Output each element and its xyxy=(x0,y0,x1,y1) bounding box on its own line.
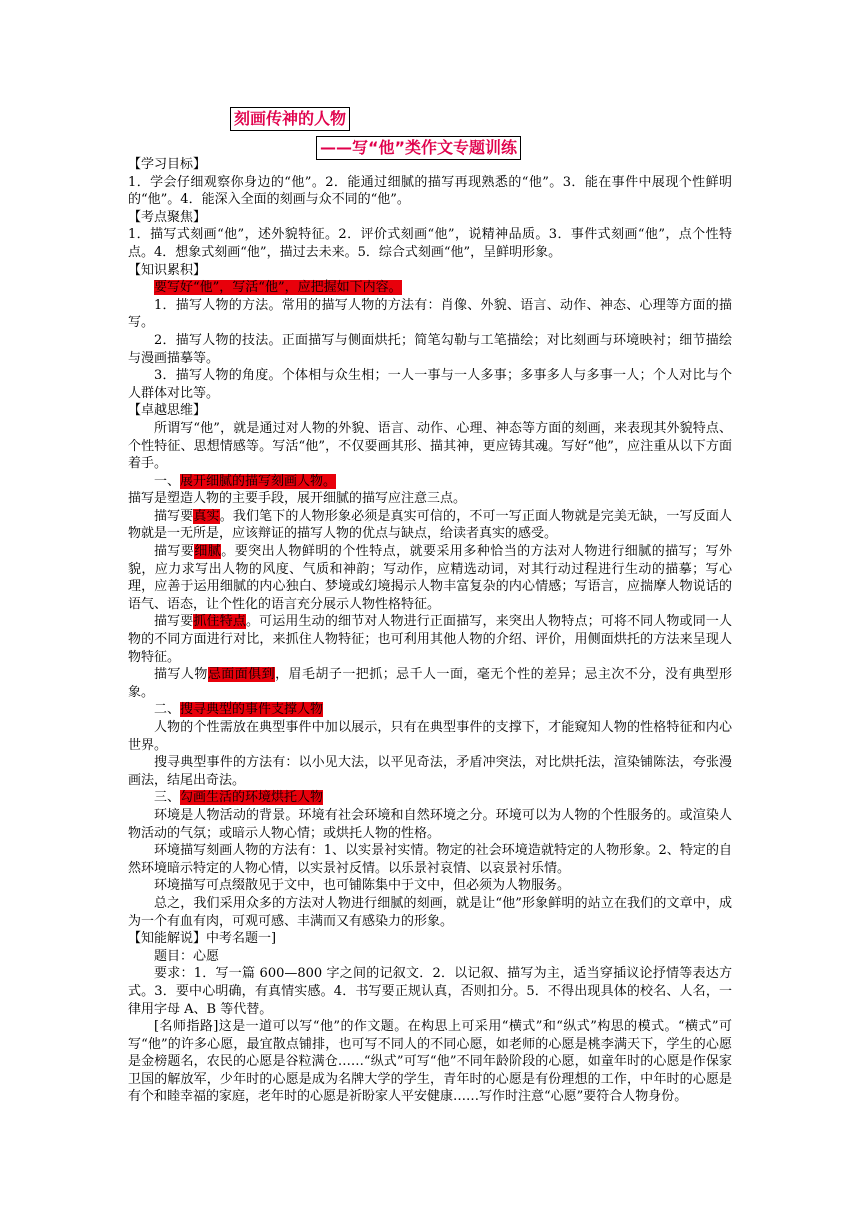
inline-text: 描写要 xyxy=(154,614,194,630)
point-heading xyxy=(128,473,732,491)
highlight-text: 要写好“他”，写活“他”，应把握如下内容。 xyxy=(154,280,402,296)
paragraph: 描写是塑造人物的主要手段，展开细腻的描写应注意三点。 xyxy=(128,491,467,507)
point-number: 一、 xyxy=(154,473,181,489)
thinking-intro: 所谓写“他”，就是通过对人物的外貌、语言、动作、心理、神态等方面的刻画，来表现其外貌特点、个性特征、思想情感等。写活“他”，不仅要画其形、描其神，更应铸其魂。写好“他”，应注重从以下方面着手。 xyxy=(128,420,732,472)
section-heading-exam: 【知能解说】中考名题一] xyxy=(128,931,277,947)
inline-text: 。可运用生动的细节对人物进行正面描写，来突出人物特点；可将不同人物或同一人物的不同方面进行对比，来抓住人物特征；也可利用其他人物的介绍、评价，用侧面烘托的方法来呈现人物特征。 xyxy=(128,614,732,665)
knowledge-item: 1．描写人物的方法。常用的描写人物的方法有：肖像、外貌、语言、动作、神态、心理等方面的描写。 xyxy=(128,297,732,331)
paragraph xyxy=(128,666,732,701)
section-heading-goals: 【学习目标】 xyxy=(128,157,207,172)
highlight-text: 细腻 xyxy=(194,544,222,560)
paragraph: 环境是人物活动的背景。环境有社会环境和自然环境之分。环境可以为人物的个性服务的。或渲染人物活动的气氛；或暗示人物心情；或烘托人物的性格。 xyxy=(128,807,732,841)
section-heading-focus: 【考点聚焦】 xyxy=(128,209,207,225)
paragraph xyxy=(128,543,732,613)
knowledge-item: 2．描写人物的技法。正面描写与侧面烘托；简笔勾勒与工笔描绘；对比刻画与环境映衬；细节描绘与漫画描摹等。 xyxy=(128,332,732,366)
document-body xyxy=(128,156,732,1106)
inline-text: 描写要 xyxy=(154,508,194,524)
main-title: 刻画传神的人物 xyxy=(230,107,350,131)
inline-text: 。我们笔下的人物形象必须是真实可信的，不可一写正面人物就是完美无缺，一写反面人物就是一无所是，应该辩证的描写人物的优点与缺点，给读者真实的感受。 xyxy=(128,508,732,542)
paragraph xyxy=(128,508,732,543)
exam-tip: [名师指路]这是一道可以写“他”的作文题。在构思上可采用“横式”和“纵式”构思的模式。“横式”可写“他”的许多心愿，最宜散点铺排，也可写不同人的不同心愿，如老师的心愿是桃李满天下，学生的心愿是金榜题名，农民的心愿是谷粒满仓……“纵式”可写“他”不同年龄阶段的心愿，如童年时的心愿是作保家卫国的解放军，少年时的心愿是成为名牌大学的学生，青年时的心愿是有份理想的工作，中年时的心愿是有个和睦幸福的家庭，老年时的心愿是祈盼家人平安健康……写作时注意“心愿”要符合人物身份。 xyxy=(128,1019,732,1105)
paragraph: 搜寻典型事件的方法有：以小见大法，以平见奇法，矛盾冲突法，对比烘托法，渲染铺陈法，夸张漫画法，结尾出奇法。 xyxy=(128,755,732,788)
exam-requirements: 要求：1．写一篇 600—800 字之间的记叙文．2．以记叙、描写为主，适当穿插议论抒情等表达方式。3．要中心明确，有真情实感。4．书写要正规认真，否则扣分。5．不得出现具体的校名、人名，一律用字母 A、B 等代替。 xyxy=(128,966,732,1017)
inline-text: 。要突出人物鲜明的个性特点，就要采用多种恰当的方法对人物进行细腻的描写；写外貌，应力求写出人物的风度、气质和神韵；写动作，应精选动词，对其行动过程进行生动的描摹；写心理，应善于运用细腻的内心独白、梦境或幻境揭示人物丰富复杂的内心情感；写语言，应揣摩人物说话的语气、语态，让个性化的语言充分展示人物性格特征。 xyxy=(128,544,732,612)
highlight-text: 勾画生活的环境烘托人物 xyxy=(180,790,324,806)
knowledge-intro xyxy=(128,279,732,297)
highlight-text: 忌面面俱到 xyxy=(207,667,276,683)
sub-title: ——写“他”类作文专题训练 xyxy=(316,136,521,160)
point-number: 三、 xyxy=(154,790,181,806)
inline-text: ，眉毛胡子一把抓；忌千人一面，毫无个性的差异；忌主次不分，没有典型形象。 xyxy=(128,667,732,700)
paragraph: 人物的个性需放在典型事件中加以展示，只有在典型事件的支撑下，才能窥知人物的性格特征和内心世界。 xyxy=(128,720,732,753)
highlight-text: 搜寻典型的事件支撑人物 xyxy=(180,702,324,718)
highlight-text: 抓住特点 xyxy=(193,614,246,630)
knowledge-item: 3．描写人物的角度。个体相与众生相；一人一事与一人多事；多事多人与多事一人；个人对比与个人群体对比等。 xyxy=(128,368,732,401)
paragraph xyxy=(128,613,732,666)
point-number: 二、 xyxy=(154,702,181,718)
inline-text: 描写人物 xyxy=(154,667,208,683)
exam-topic: 题目：心愿 xyxy=(154,948,220,964)
point-heading xyxy=(128,789,732,807)
point-heading xyxy=(128,701,732,719)
focus-text: 1．描写式刻画“他”，述外貌特征。2．评价式刻画“他”，说精神品质。3．事件式刻画“他”，点个性特点。4．想象式刻画“他”，描过去未来。5．综合式刻画“他”，呈鲜明形象。 xyxy=(128,227,732,260)
section-heading-knowledge: 【知识累积】 xyxy=(128,262,207,278)
paragraph: 环境描写刻画人物的方法有：1、以实景衬实情。物定的社会环境造就特定的人物形象。2、特定的自然环境暗示特定的人物心情，以实景衬反情。以乐景衬哀情、以哀景衬乐情。 xyxy=(128,843,732,876)
highlight-text: 真实 xyxy=(193,508,220,524)
section-heading-thinking: 【卓越思维】 xyxy=(128,403,207,419)
inline-text: 描写要 xyxy=(154,544,195,560)
paragraph: 环境描写可点缀散见于文中，也可铺陈集中于文中，但必须为人物服务。 xyxy=(154,878,571,894)
highlight-text: 展开细腻的描写刻画人物。 xyxy=(180,473,337,489)
goals-text: 1．学会仔细观察你身边的“他”。2．能通过细腻的描写再现熟悉的“他”。3．能在事件中展现个性鲜明的“他”。4．能深入全面的刻画与众不同的“他”。 xyxy=(128,174,732,208)
summary-paragraph: 总之，我们采用众多的方法对人物进行细腻的刻画，就是让“他”形象鲜明的站立在我们的文章中，成为一个有血有肉，可观可感、丰满而又有感染力的形象。 xyxy=(128,895,732,929)
